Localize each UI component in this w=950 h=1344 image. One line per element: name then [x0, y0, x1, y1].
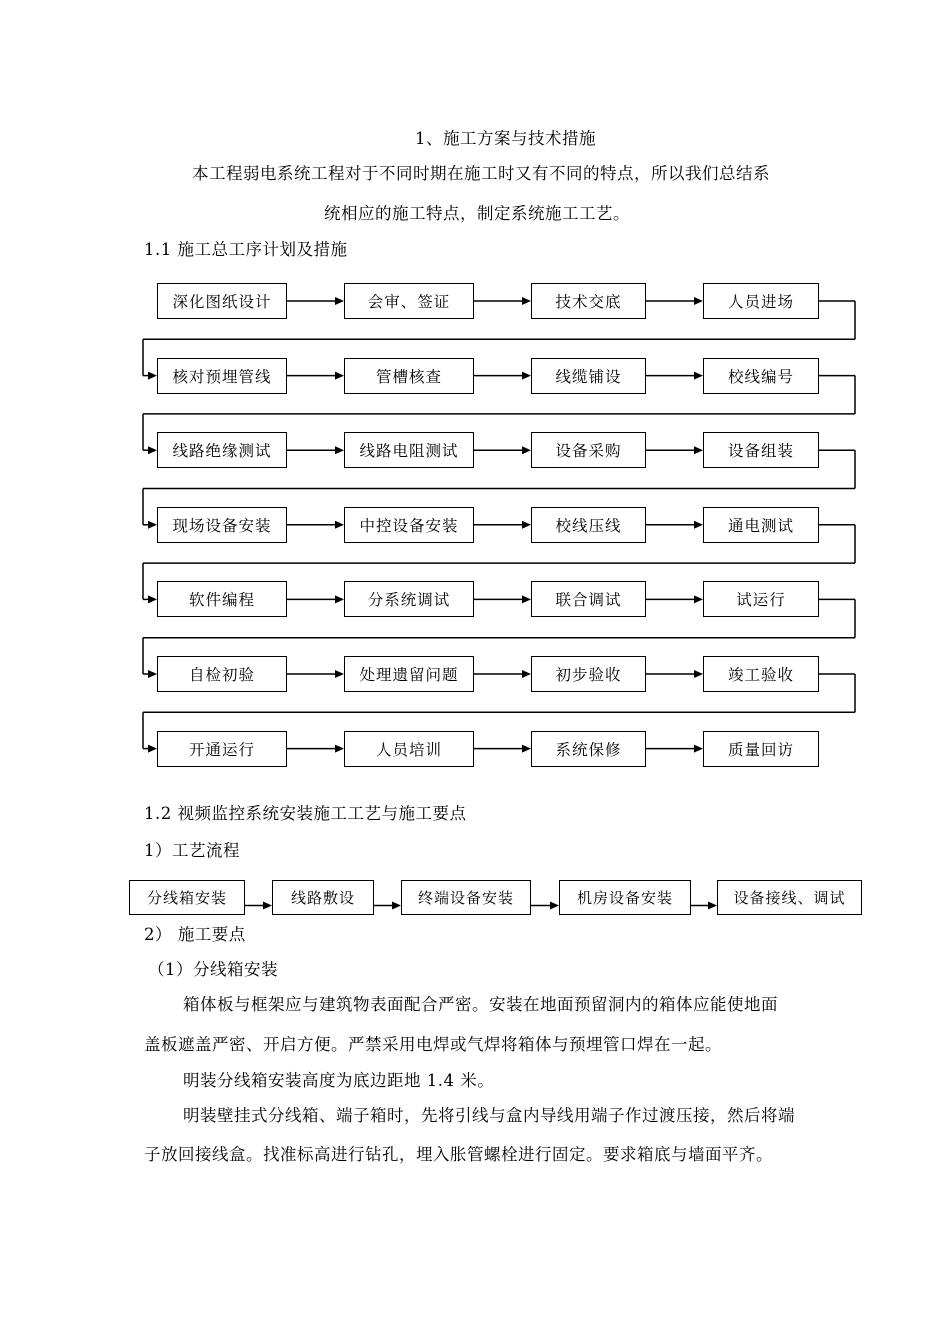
- section-1-2-title: 1.2 视频监控系统安装施工工艺与施工要点: [144, 804, 467, 823]
- workflow-step: 现场设备安装: [157, 507, 287, 543]
- workflow-arrow-head: [694, 521, 703, 529]
- workflow-arrow-head: [335, 297, 344, 305]
- workflow-step: 试运行: [703, 581, 819, 617]
- workflow-step: 通电测试: [703, 507, 819, 543]
- video-flow-step: 线路敷设: [272, 880, 374, 915]
- wrap-arrow-head: [148, 372, 157, 380]
- subsection-key-points: 2） 施工要点: [144, 925, 246, 944]
- workflow-step: 人员培训: [344, 731, 474, 767]
- workflow-arrow-head: [522, 521, 531, 529]
- workflow-step: 人员进场: [703, 283, 819, 319]
- wrap-arrow-head: [148, 446, 157, 454]
- wrap-arrow-head: [148, 595, 157, 603]
- paragraph-3-line-1: 明装壁挂式分线箱、端子箱时，先将引线与盒内导线用端子作过渡压接，然后将端: [183, 1106, 795, 1125]
- video-flow-arrow-head: [263, 902, 272, 910]
- video-flow-step: 机房设备安装: [559, 880, 691, 915]
- workflow-arrow-head: [335, 372, 344, 380]
- paragraph-3-line-2: 子放回接线盒。找准标高进行钻孔，埋入胀管螺栓进行固定。要求箱底与墙面平齐。: [144, 1145, 773, 1164]
- workflow-step: 线缆铺设: [531, 358, 646, 394]
- workflow-arrow-head: [335, 446, 344, 454]
- video-flow-step: 终端设备安装: [401, 880, 531, 915]
- workflow-step: 开通运行: [157, 731, 287, 767]
- intro-line-1: 本工程弱电系统工程对于不同时期在施工时又有不同的特点，所以我们总结系: [192, 164, 770, 183]
- subsection-distribution-box: （1）分线箱安装: [148, 960, 278, 979]
- workflow-arrow-head: [694, 595, 703, 603]
- workflow-step: 中控设备安装: [344, 507, 474, 543]
- workflow-step: 会审、签证: [344, 283, 474, 319]
- workflow-arrow-head: [522, 595, 531, 603]
- video-flow-step: 设备接线、调试: [717, 880, 862, 915]
- workflow-arrow-head: [694, 446, 703, 454]
- workflow-arrow-head: [522, 446, 531, 454]
- workflow-arrow-head: [335, 670, 344, 678]
- workflow-step: 自检初验: [157, 656, 287, 692]
- workflow-step: 初步验收: [531, 656, 646, 692]
- workflow-arrow-head: [522, 745, 531, 753]
- intro-line-2: 统相应的施工特点，制定系统施工工艺。: [324, 204, 630, 223]
- workflow-step: 线路绝缘测试: [157, 432, 287, 468]
- workflow-arrow-head: [694, 745, 703, 753]
- video-flow-arrow-head: [708, 902, 717, 910]
- workflow-step: 设备组装: [703, 432, 819, 468]
- doc-heading: 1、施工方案与技术措施: [415, 129, 596, 148]
- workflow-arrow-head: [694, 670, 703, 678]
- subsection-process-flow: 1）工艺流程: [144, 841, 240, 860]
- workflow-step: 核对预埋管线: [157, 358, 287, 394]
- workflow-step: 竣工验收: [703, 656, 819, 692]
- workflow-step: 分系统调试: [344, 581, 474, 617]
- section-1-1-title: 1.1 施工总工序计划及措施: [144, 240, 348, 259]
- wrap-arrow-head: [148, 670, 157, 678]
- wrap-arrow-head: [148, 521, 157, 529]
- workflow-step: 校线编号: [703, 358, 819, 394]
- paragraph-1-line-1: 箱体板与框架应与建筑物表面配合严密。安装在地面预留洞内的箱体应能使地面: [183, 995, 778, 1014]
- workflow-step: 设备采购: [531, 432, 646, 468]
- workflow-arrow-head: [522, 670, 531, 678]
- workflow-arrow-head: [522, 372, 531, 380]
- workflow-step: 校线压线: [531, 507, 646, 543]
- workflow-arrow-head: [335, 745, 344, 753]
- workflow-step: 线路电阻测试: [344, 432, 474, 468]
- workflow-arrow-head: [694, 372, 703, 380]
- workflow-step: 处理遗留问题: [344, 656, 474, 692]
- workflow-step: 软件编程: [157, 581, 287, 617]
- workflow-step: 深化图纸设计: [157, 283, 287, 319]
- workflow-step: 技术交底: [531, 283, 646, 319]
- paragraph-2: 明装分线箱安装高度为底边距地 1.4 米。: [183, 1071, 495, 1090]
- wrap-arrow-head: [148, 745, 157, 753]
- workflow-step: 系统保修: [531, 731, 646, 767]
- workflow-arrow-head: [694, 297, 703, 305]
- video-flow-arrow-head: [392, 902, 401, 910]
- workflow-step: 质量回访: [703, 731, 819, 767]
- paragraph-1-line-2: 盖板遮盖严密、开启方便。严禁采用电焊或气焊将箱体与预埋管口焊在一起。: [144, 1035, 722, 1054]
- workflow-step: 联合调试: [531, 581, 646, 617]
- workflow-arrow-head: [335, 595, 344, 603]
- workflow-arrow-head: [522, 297, 531, 305]
- workflow-step: 管槽核查: [344, 358, 474, 394]
- workflow-arrow-head: [335, 521, 344, 529]
- video-flow-arrow-head: [550, 902, 559, 910]
- video-flow-step: 分线箱安装: [129, 880, 245, 915]
